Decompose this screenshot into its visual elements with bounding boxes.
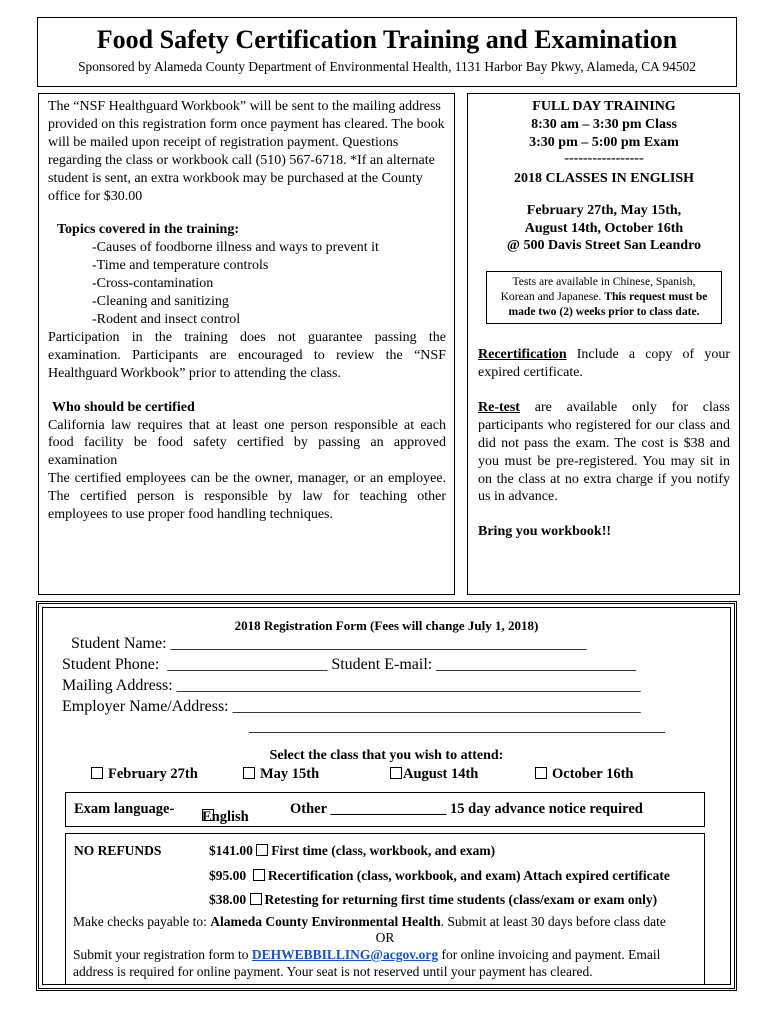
checkbox-icon[interactable] [535,767,547,779]
dates-line-2: August 14th, October 16th [524,220,684,236]
form-title: 2018 Registration Form (Fees will change July 1, 2018) [234,618,539,633]
topic-item: -Cross-contamination [92,276,214,292]
location: @ 500 Davis Street San Leandro [506,238,702,254]
exam-language-box: Exam language- English Other ________________ 15 day advance notice required [65,792,705,827]
recertification-note [478,346,730,382]
payment-note: address is required for online payment. Your seat is not reserved until your payment has cleared. [73,964,593,979]
employer-field-line-2[interactable]: ____________________________________________________ [249,718,665,735]
mailing-address-field[interactable]: Mailing Address: __________________________________________________________ [62,677,641,694]
registration-form-inner [42,607,731,985]
fee-recertification[interactable]: $95.00 Recertification (class, workbook, and exam) Attach expired certificate [209,868,670,883]
option-august[interactable]: August 14th [390,766,478,783]
full-day-title: FULL DAY TRAINING [532,99,676,114]
topic-item: -Causes of foodborne illness and ways to prevent it [92,240,379,256]
fee-first-time[interactable]: $141.00 First time (class, workbook, and exam) [209,843,496,858]
employer-field[interactable]: Employer Name/Address: ___________________________________________________ [62,698,641,715]
bring-workbook: Bring you workbook!! [478,524,612,540]
exam-language-label: Exam language- [74,801,175,817]
no-refunds: NO REFUNDS [74,843,162,858]
student-phone-email-field[interactable]: Student Phone: ____________________ Student E-mail: _________________________ [62,656,637,673]
other-language-field[interactable]: Other ________________ 15 day advance notice required [290,801,643,817]
participation-note: Participation in the training does not guarantee passing the examination. Participants are encouraged to review the “NSF Healthguard Workbook” prior to attending the class. [48,329,446,381]
languages-note-bold: This request must be made two (2) weeks prior to class date. [508,289,708,318]
submit-line: Submit your registration form to DEHWEBBILLING@acgov.org for online invoicing and payment. Email [73,947,661,962]
checks-payable-line: Make checks payable to: Alameda County Environmental Health. Submit at least 30 days before class date [73,914,666,929]
classes-title: 2018 CLASSES IN ENGLISH [513,170,695,186]
exam-time: 3:30 pm – 5:00 pm Exam [529,134,679,150]
option-may[interactable]: May 15th [243,766,319,783]
checkbox-icon[interactable] [253,869,265,881]
billing-email-link[interactable]: DEHWEBBILLING@acgov.org [251,947,439,962]
page-title: Food Safety Certification Training and Examination [96,25,678,54]
class-time: 8:30 am – 3:30 pm Class [531,116,677,132]
divider: ----------------- [564,150,644,166]
topics-title: Topics covered in the training: [57,222,240,238]
retest-label: Re-test [478,399,520,415]
checkbox-icon[interactable] [256,844,268,856]
option-february[interactable]: February 27th [91,766,198,783]
who-title: Who should be certified [52,399,195,415]
languages-note-text: Tests are available in Chinese, Spanish, Korean and Japanese. [500,275,696,303]
topic-item: -Rodent and insect control [92,311,241,327]
retest-note [478,399,730,506]
sponsor-line: Sponsored by Alameda County Department of Environmental Health, 1131 Harbor Bay Pkwy, Alameda, CA 94502 [78,59,696,74]
checkbox-icon[interactable] [243,767,255,779]
recertification-text: Include a copy of your expired certificate. [478,347,730,381]
retest-text: are available only for class participants who registered for our class and did not pass the exam. The cost is $38 and you must be pre-registered. You may sit in on the class at no extra charge if you notify us in advance. [478,399,730,505]
select-class-title: Select the class that you wish to attend: [269,748,504,763]
checkbox-icon[interactable] [91,767,103,779]
registration-form [36,601,737,991]
info-box-left [38,93,455,595]
workbook-info: The “NSF Healthguard Workbook” will be sent to the mailing address provided on this registration form once payment has cleared. The book will be mailed upon receipt of registration payment. Questions regarding the class or workbook call (510) 567-6718. *If an alternate student is sent, an extra workbook may be purchased at the County office for $30.00 [48,99,445,204]
header-box [37,17,737,87]
who-text-1: California law requires that at least one person responsible at each food facility be food safety certified by passing an approved examination [48,417,446,469]
info-box-right [467,93,740,595]
topic-item: -Time and temperature controls [92,258,269,274]
fee-retesting[interactable]: $38.00 Retesting for returning first time students (class/exam or exam only) [209,892,658,907]
checkbox-icon[interactable] [390,767,402,779]
recertification-label: Recertification [478,347,567,363]
or-text: OR [375,930,395,945]
checkbox-icon[interactable] [250,893,262,905]
languages-note [486,271,722,324]
topic-item: -Cleaning and sanitizing [92,294,229,310]
option-october[interactable]: October 16th [535,766,634,783]
who-text-2: The certified employees can be the owner, manager, or an employee. The certified person is responsible by law for teaching other employees to use proper food handling techniques. [48,471,446,523]
dates-line-1: February 27th, May 15th, [526,202,682,218]
fees-box [65,833,705,985]
student-name-field[interactable]: Student Name: ____________________________________________________ [71,635,587,652]
